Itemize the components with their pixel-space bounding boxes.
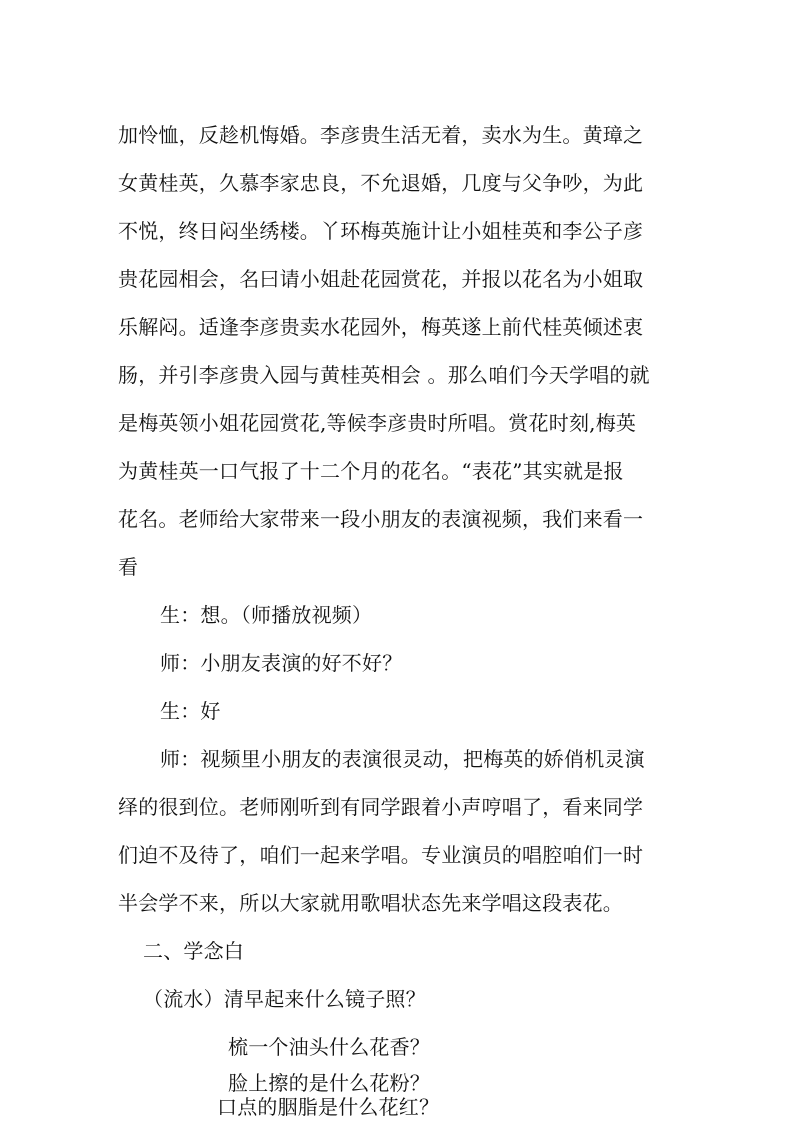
- recitation-line: （流水）清早起来什么镜子照？: [143, 987, 426, 1011]
- paragraph-line: 是梅英领小姐花园赏花,等候李彦贵时所唱。赏花时刻,梅英: [118, 411, 637, 435]
- section-heading: 二、学念白: [143, 939, 244, 963]
- paragraph-line: 花名。老师给大家带来一段小朋友的表演视频，我们来看一: [118, 507, 644, 531]
- recitation-line: 梳一个油头什么花香？: [228, 1035, 430, 1059]
- paragraph-line: 加怜恤，反趁机悔婚。李彦贵生活无着，卖水为生。黄璋之: [118, 123, 644, 147]
- paragraph-line: 贵花园相会，名曰请小姐赴花园赏花，并报以花名为小姐取: [118, 267, 644, 291]
- paragraph-line: 为黄桂英一口气报了十二个月的花名。“表花”其实就是报: [118, 459, 624, 483]
- paragraph-line: 女黄桂英，久慕李家忠良，不允退婚，几度与父争吵，为此: [118, 171, 644, 195]
- paragraph-line: 半会学不来，所以大家就用歌唱状态先来学唱这段表花。: [118, 891, 623, 915]
- paragraph-line: 不悦，终日闷坐绣楼。丫环梅英施计让小姐桂英和李公子彦: [118, 219, 644, 243]
- paragraph-line: 肠，并引李彦贵入园与黄桂英相会 。那么咱们今天学唱的就: [118, 363, 650, 387]
- paragraph-line: 乐解闷。适逢李彦贵卖水花园外，梅英遂上前代桂英倾述衷: [118, 315, 644, 339]
- dialogue-line: 师：小朋友表演的好不好？: [160, 651, 403, 675]
- paragraph-line: 看: [118, 555, 139, 579]
- paragraph-line: 绎的很到位。老师刚听到有同学跟着小声哼唱了，看来同学: [118, 795, 644, 819]
- paragraph-line: 师：视频里小朋友的表演很灵动，把梅英的娇俏机灵演: [160, 747, 645, 771]
- dialogue-line: 生：好: [160, 699, 221, 723]
- paragraph-line: 们迫不及待了，咱们一起来学唱。专业演员的唱腔咱们一时: [118, 843, 644, 867]
- recitation-line: 口点的胭脂是什么花红？: [217, 1095, 440, 1119]
- recitation-line: 脸上擦的是什么花粉？: [228, 1071, 430, 1095]
- dialogue-line: 生：想。（师播放视频）: [160, 603, 373, 627]
